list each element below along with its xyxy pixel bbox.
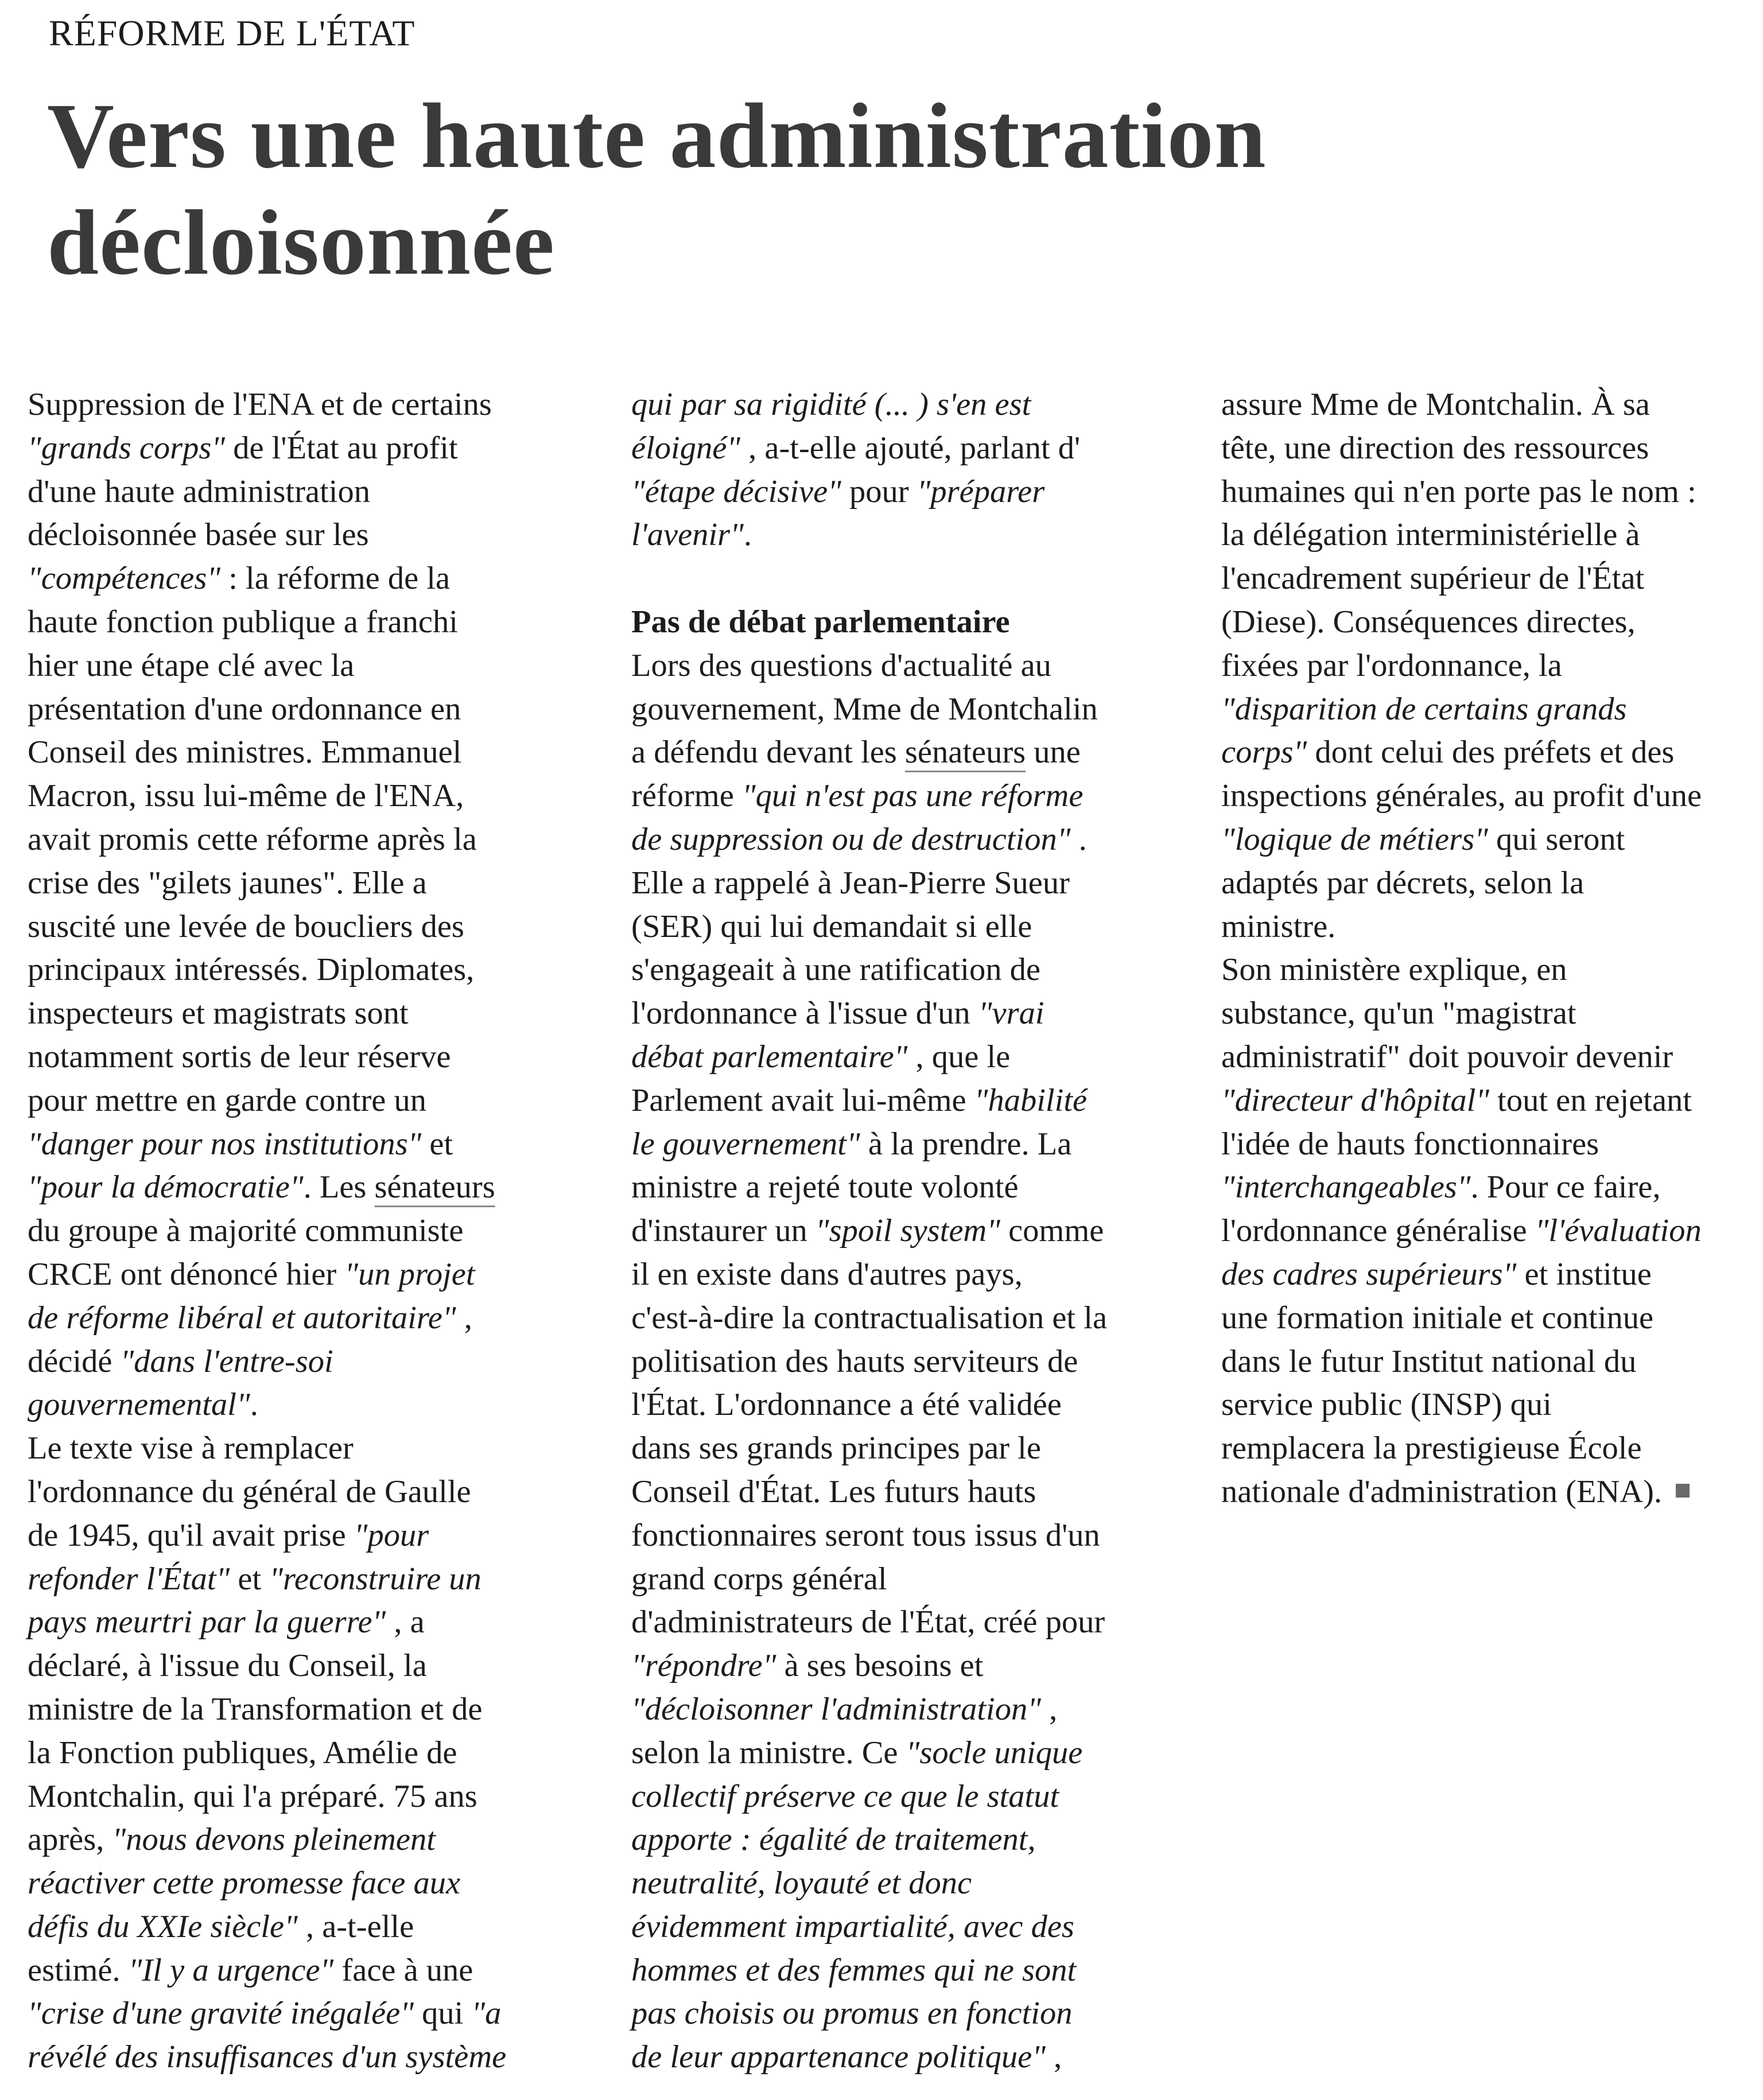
- text-line: [1221, 427, 1758, 470]
- body-text: remplacera la prestigieuse École: [1221, 1430, 1642, 1467]
- quote-text: débat parlementaire": [631, 1039, 908, 1075]
- body-text: ,: [1045, 2039, 1062, 2075]
- text-line: [28, 514, 578, 557]
- body-text: dans le futur Institut national du: [1221, 1343, 1637, 1379]
- quote-text: "étape décisive": [631, 473, 841, 510]
- quote-text: "pour: [354, 1517, 429, 1553]
- body-text: crise des "gilets jaunes". Elle a: [28, 865, 427, 901]
- text-line: [1221, 818, 1758, 862]
- body-text: la délégation interministérielle à: [1221, 517, 1640, 553]
- body-text: dans ses grands principes par le: [631, 1430, 1041, 1467]
- text-line: [1221, 1210, 1758, 1253]
- body-text: d'instaurer un: [631, 1213, 816, 1249]
- text-line: [28, 2036, 578, 2079]
- text-line: [28, 427, 578, 470]
- text-line: [631, 427, 1182, 470]
- body-text: Conseil des ministres. Emmanuel: [28, 734, 462, 771]
- article-column-1: [28, 383, 578, 2079]
- text-line: [631, 688, 1182, 732]
- body-text: sénateurs: [904, 734, 1026, 771]
- body-text: s'engageait à une ratification de: [631, 952, 1040, 988]
- text-line: [631, 862, 1182, 905]
- quote-text: de suppression ou de destruction": [631, 821, 1071, 857]
- text-line: [28, 1862, 578, 1905]
- text-line: [28, 1688, 578, 1732]
- body-text: (Diese). Conséquences directes,: [1221, 604, 1636, 640]
- body-text: Montchalin, qui l'a préparé. 75 ans: [28, 1778, 477, 1814]
- body-text: qui: [413, 1996, 472, 2032]
- paragraph-gap: [631, 557, 1182, 601]
- quote-text: "Il y a urgence": [128, 1952, 334, 1988]
- text-line: [1221, 383, 1758, 427]
- quote-text: "logique de métiers": [1221, 821, 1488, 857]
- quote-text: "socle unique: [906, 1735, 1083, 1771]
- body-text: réforme: [631, 778, 742, 814]
- text-line: [1221, 470, 1758, 514]
- text-line: [28, 1818, 578, 1862]
- text-line: [1221, 1297, 1758, 1340]
- quote-text: de leur appartenance politique": [631, 2039, 1046, 2075]
- quote-text: qui par sa rigidité (... ) s'en est: [631, 387, 1031, 422]
- body-text: Son ministère explique, en: [1221, 952, 1567, 988]
- text-line: [28, 1471, 578, 1514]
- text-line: [28, 1775, 578, 1819]
- quote-text: "spoil system": [815, 1213, 1000, 1249]
- body-text: Le texte vise à remplacer: [28, 1430, 354, 1467]
- text-line: [631, 1688, 1182, 1732]
- quote-text: "l'évaluation: [1535, 1213, 1702, 1249]
- text-line: [631, 644, 1182, 688]
- text-line: [28, 1644, 578, 1688]
- body-text: l'idée de hauts fonctionnaires: [1221, 1126, 1599, 1162]
- body-text: décidé: [28, 1343, 121, 1379]
- body-text: inspecteurs et magistrats sont: [28, 995, 409, 1032]
- text-line: [28, 1601, 578, 1644]
- quote-text: "directeur d'hôpital": [1221, 1082, 1490, 1118]
- text-line: [1221, 1123, 1758, 1166]
- quote-text: "vrai: [978, 995, 1044, 1032]
- article-column-2: [631, 383, 1182, 2079]
- body-text: a défendu devant les: [631, 734, 905, 771]
- text-line: [1221, 601, 1758, 644]
- body-text: gouvernement, Mme de Montchalin: [631, 691, 1098, 727]
- body-text: l'encadrement supérieur de l'État: [1221, 561, 1645, 597]
- text-line: [631, 1775, 1182, 1819]
- text-line: [631, 818, 1182, 862]
- body-text: estimé.: [28, 1952, 129, 1988]
- text-line: [28, 818, 578, 862]
- quote-text: "reconstruire un: [269, 1561, 481, 1597]
- body-text: principaux intéressés. Diplomates,: [28, 952, 475, 988]
- text-line: [631, 601, 1182, 644]
- body-text: Lors des questions d'actualité au: [631, 647, 1051, 683]
- body-text: et institue: [1516, 1256, 1652, 1292]
- text-line: [1221, 1253, 1758, 1297]
- text-line: [1221, 731, 1758, 775]
- quote-text: de réforme libéral et autoritaire": [28, 1300, 456, 1336]
- body-text: tout en rejetant: [1489, 1082, 1692, 1118]
- body-text: tête, une direction des ressources: [1221, 430, 1649, 466]
- body-text: et: [421, 1126, 453, 1162]
- body-text: décloisonnée basée sur les: [28, 517, 369, 553]
- quote-text: "compétences": [28, 561, 221, 597]
- text-line: [1221, 948, 1758, 992]
- body-text: assure Mme de Montchalin. À sa: [1221, 387, 1650, 422]
- body-text: politisation des hauts serviteurs de: [631, 1343, 1078, 1379]
- quote-text: défis du XXIe siècle": [28, 1908, 298, 1945]
- body-text: la Fonction publiques, Amélie de: [28, 1735, 457, 1771]
- body-text: il en existe dans d'autres pays,: [631, 1256, 1023, 1292]
- body-text: fixées par l'ordonnance, la: [1221, 647, 1562, 683]
- quote-text: "nous devons pleinement: [112, 1822, 436, 1858]
- text-line: [631, 383, 1182, 427]
- text-line: [28, 644, 578, 688]
- text-line: [28, 383, 578, 427]
- text-line: [1221, 1471, 1758, 1514]
- subheading: Pas de débat parlementaire: [631, 604, 1010, 640]
- text-line: [28, 1340, 578, 1384]
- headline-line-2: décloisonnée: [47, 192, 555, 294]
- text-line: [631, 1123, 1182, 1166]
- text-line: [631, 1427, 1182, 1471]
- text-line: [631, 1818, 1182, 1862]
- text-line: [28, 1992, 578, 2036]
- text-line: [28, 948, 578, 992]
- text-line: [631, 731, 1182, 775]
- quote-text: hommes et des femmes qui ne sont: [631, 1952, 1077, 1988]
- text-line: [631, 1471, 1182, 1514]
- headline: [47, 83, 1267, 297]
- text-line: [631, 1949, 1182, 1993]
- quote-text: révélé des insuffisances d'un système: [28, 2039, 507, 2075]
- body-text: Elle a rappelé à Jean-Pierre Sueur: [631, 865, 1070, 901]
- body-text: pour mettre en garde contre un: [28, 1082, 426, 1118]
- text-line: [28, 688, 578, 732]
- body-text: ministre a rejeté toute volonté: [631, 1169, 1019, 1205]
- quote-text: "a: [471, 1996, 502, 2032]
- body-text: pour: [841, 473, 917, 510]
- body-text: après,: [28, 1822, 112, 1858]
- text-line: [28, 1383, 578, 1427]
- body-text: CRCE ont dénoncé hier: [28, 1256, 345, 1292]
- text-line: [631, 992, 1182, 1036]
- text-line: [28, 1558, 578, 1601]
- text-line: [28, 1732, 578, 1775]
- body-text: substance, qu'un "magistrat: [1221, 995, 1576, 1032]
- text-line: [1221, 992, 1758, 1036]
- body-text: hier une étape clé avec la: [28, 647, 355, 683]
- body-text: nationale d'administration (ENA).: [1221, 1473, 1663, 1510]
- body-text: qui seront: [1488, 821, 1625, 857]
- quote-text: "dans l'entre-soi: [120, 1343, 333, 1379]
- text-line: [631, 1210, 1182, 1253]
- text-line: [28, 862, 578, 905]
- body-text: présentation d'une ordonnance en: [28, 691, 461, 727]
- body-text: suscité une levée de boucliers des: [28, 908, 464, 944]
- text-line: [631, 1862, 1182, 1905]
- quote-text: "décloisonner l'administration": [631, 1691, 1041, 1727]
- body-text: haute fonction publique a franchi: [28, 604, 458, 640]
- body-text: , que le: [907, 1039, 1011, 1075]
- quote-text: "préparer: [917, 473, 1045, 510]
- text-line: [28, 731, 578, 775]
- body-text: et: [230, 1561, 270, 1597]
- text-line: [28, 992, 578, 1036]
- quote-text: l'avenir": [631, 517, 744, 553]
- quote-text: le gouvernement": [631, 1126, 860, 1162]
- article-column-3: [1221, 383, 1758, 1514]
- text-line: [631, 1340, 1182, 1384]
- quote-text: collectif préserve ce que le statut: [631, 1778, 1059, 1814]
- text-line: [1221, 862, 1758, 905]
- body-text: l'ordonnance généralise: [1221, 1213, 1535, 1249]
- quote-text: "interchangeables": [1221, 1169, 1471, 1205]
- body-text: adaptés par décrets, selon la: [1221, 865, 1585, 901]
- text-line: [631, 1383, 1182, 1427]
- text-line: [28, 1166, 578, 1210]
- body-text: l'ordonnance à l'issue d'un: [631, 995, 978, 1032]
- quote-text: corps": [1221, 734, 1307, 771]
- body-text: comme: [1000, 1213, 1104, 1249]
- body-text: . Les: [303, 1169, 375, 1205]
- text-line: [1221, 557, 1758, 601]
- section-rubric: RÉFORME DE L'ÉTAT: [49, 13, 415, 53]
- text-line: [1221, 1036, 1758, 1079]
- text-line: [1221, 688, 1758, 732]
- quote-text: "un projet: [344, 1256, 475, 1292]
- body-text: Parlement avait lui-même: [631, 1082, 974, 1118]
- body-text: Macron, issu lui-même de l'ENA,: [28, 778, 464, 814]
- quote-text: pas choisis ou promus en fonction: [631, 1996, 1073, 2032]
- text-line: [631, 948, 1182, 992]
- text-line: [28, 470, 578, 514]
- text-line: [631, 1297, 1182, 1340]
- quote-text: évidemment impartialité, avec des: [631, 1908, 1074, 1945]
- text-line: [631, 2036, 1182, 2079]
- quote-text: "grands corps": [28, 430, 226, 466]
- text-line: [1221, 1340, 1758, 1384]
- body-text: sénateurs: [374, 1169, 495, 1205]
- body-text: Conseil d'État. Les futurs hauts: [631, 1473, 1036, 1510]
- body-text: avait promis cette réforme après la: [28, 821, 477, 857]
- body-text: ministre de la Transformation et de: [28, 1691, 483, 1727]
- body-text: fonctionnaires seront tous issus d'un: [631, 1517, 1100, 1553]
- text-line: [28, 1036, 578, 1079]
- text-line: [631, 514, 1182, 557]
- body-text: selon la ministre. Ce: [631, 1735, 906, 1771]
- body-text: de l'État au profit: [225, 430, 458, 466]
- text-line: [1221, 644, 1758, 688]
- quote-text: "disparition de certains grands: [1221, 691, 1627, 727]
- text-line: [631, 470, 1182, 514]
- text-line: [631, 1601, 1182, 1644]
- headline-line-1: Vers une haute administration: [47, 85, 1267, 188]
- text-line: [28, 1210, 578, 1253]
- text-line: [1221, 905, 1758, 949]
- text-line: [28, 905, 578, 949]
- text-line: [1221, 775, 1758, 818]
- end-of-article-icon: [1676, 1484, 1690, 1498]
- quote-text: pays meurtri par la guerre": [28, 1604, 386, 1640]
- body-text: du groupe à majorité communiste: [28, 1213, 464, 1249]
- body-text: de 1945, qu'il avait prise: [28, 1517, 354, 1553]
- text-line: [28, 601, 578, 644]
- body-text: , a-t-elle: [297, 1908, 414, 1945]
- text-line: [28, 1253, 578, 1297]
- body-text: d'une haute administration: [28, 473, 371, 510]
- body-text: ministre.: [1221, 908, 1336, 944]
- quote-text: gouvernemental": [28, 1387, 250, 1423]
- quote-text: réactiver cette promesse face aux: [28, 1865, 461, 1901]
- text-line: [631, 1558, 1182, 1601]
- text-line: [631, 1732, 1182, 1775]
- quote-text: "répondre": [631, 1648, 776, 1684]
- quote-text: "danger pour nos institutions": [28, 1126, 422, 1162]
- text-line: [631, 1905, 1182, 1949]
- text-line: [631, 1253, 1182, 1297]
- body-text: dont celui des préfets et des: [1307, 734, 1675, 771]
- body-text: . Pour ce faire,: [1470, 1169, 1661, 1205]
- text-line: [631, 1036, 1182, 1079]
- text-line: [631, 1079, 1182, 1123]
- body-text: une formation initiale et continue: [1221, 1300, 1654, 1336]
- body-text: ,: [456, 1300, 472, 1336]
- text-line: [28, 1297, 578, 1340]
- body-text: une: [1026, 734, 1081, 771]
- quote-text: apporte : égalité de traitement,: [631, 1822, 1036, 1858]
- text-line: [28, 1123, 578, 1166]
- text-line: [1221, 1427, 1758, 1471]
- quote-text: "qui n'est pas une réforme: [741, 778, 1084, 814]
- text-line: [1221, 514, 1758, 557]
- body-text: ,: [1040, 1691, 1058, 1727]
- body-text: .: [743, 517, 752, 553]
- body-text: face à une: [333, 1952, 473, 1988]
- body-text: à ses besoins et: [776, 1648, 984, 1684]
- body-text: .: [250, 1387, 258, 1423]
- text-line: [631, 1644, 1182, 1688]
- text-line: [1221, 1166, 1758, 1210]
- body-text: d'administrateurs de l'État, créé pour: [631, 1604, 1105, 1640]
- body-text: (SER) qui lui demandait si elle: [631, 908, 1032, 944]
- quote-text: "habilité: [974, 1082, 1088, 1118]
- body-text: l'ordonnance du général de Gaulle: [28, 1473, 471, 1510]
- text-line: [28, 557, 578, 601]
- body-text: c'est-à-dire la contractualisation et la: [631, 1300, 1108, 1336]
- quote-text: des cadres supérieurs": [1221, 1256, 1517, 1292]
- text-line: [28, 1514, 578, 1558]
- text-line: [1221, 1079, 1758, 1123]
- text-line: [28, 1079, 578, 1123]
- text-line: [28, 1949, 578, 1993]
- body-text: administratif" doit pouvoir devenir: [1221, 1039, 1673, 1075]
- body-text: , a-t-elle ajouté, parlant d': [740, 430, 1081, 466]
- text-line: [631, 1514, 1182, 1558]
- body-text: service public (INSP) qui: [1221, 1387, 1552, 1423]
- body-text: , a: [386, 1604, 425, 1640]
- body-text: à la prendre. La: [860, 1126, 1072, 1162]
- quote-text: refonder l'État": [28, 1561, 230, 1597]
- text-line: [28, 1427, 578, 1471]
- body-text: : la réforme de la: [220, 561, 451, 597]
- body-text: .: [1070, 821, 1087, 857]
- body-text: inspections générales, au profit d'une: [1221, 778, 1702, 814]
- body-text: l'État. L'ordonnance a été validée: [631, 1387, 1062, 1423]
- quote-text: "pour la démocratie": [28, 1169, 304, 1205]
- body-text: notamment sortis de leur réserve: [28, 1039, 451, 1075]
- quote-text: éloigné": [631, 430, 741, 466]
- body-text: humaines qui n'en porte pas le nom :: [1221, 473, 1696, 510]
- text-line: [631, 905, 1182, 949]
- body-text: déclaré, à l'issue du Conseil, la: [28, 1648, 427, 1684]
- quote-text: "crise d'une gravité inégalée": [28, 1996, 414, 2032]
- text-line: [28, 775, 578, 818]
- text-line: [631, 1166, 1182, 1210]
- text-line: [631, 1992, 1182, 2036]
- text-line: [1221, 1383, 1758, 1427]
- text-line: [28, 1905, 578, 1949]
- body-text: Suppression de l'ENA et de certains: [28, 387, 492, 422]
- quote-text: neutralité, loyauté et donc: [631, 1865, 972, 1901]
- text-line: [631, 775, 1182, 818]
- body-text: grand corps général: [631, 1561, 887, 1597]
